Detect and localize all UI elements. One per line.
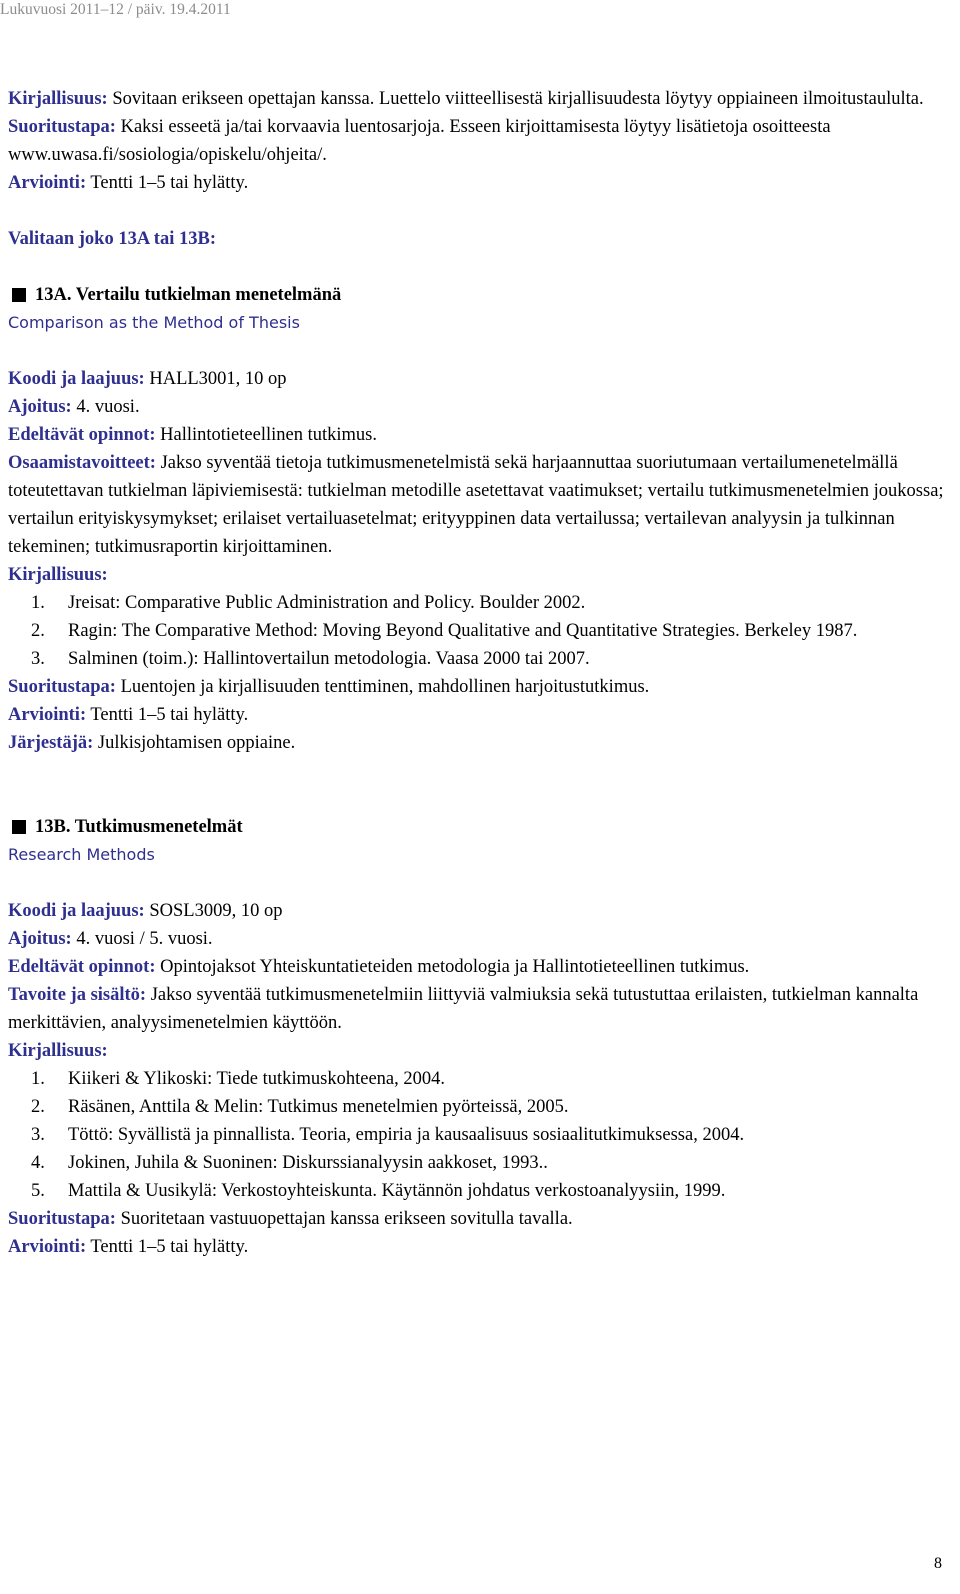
literature-list	[8, 589, 953, 673]
square-bullet-icon	[12, 820, 26, 834]
field-value: Sovitaan erikseen opettajan kanssa. Luettelo viitteellisestä kirjallisuudesta löytyy oppiaineen ilmoitustaululta.	[107, 89, 924, 109]
list-item: 1. Kiikeri & Ylikoski: Tiede tutkimuskohteena, 2004.	[31, 1069, 446, 1089]
course-heading	[8, 281, 953, 309]
square-bullet-icon	[12, 288, 26, 302]
literature-label: Kirjallisuus:	[8, 1041, 108, 1061]
running-head: Lukuvuosi 2011–12 / päiv. 19.4.2011	[0, 1, 231, 18]
list-item: 3. Töttö: Syvällistä ja pinnallista. Teoria, empiria ja kausaalisuus sosiaalitutkimuksessa, 2004.	[31, 1125, 745, 1145]
field-label: Suoritustapa:	[8, 117, 116, 137]
code-credits: Koodi ja laajuus: HALL3001, 10 op	[8, 369, 287, 389]
list-item: 4. Jokinen, Juhila & Suoninen: Diskurssianalyysin aakkoset, 1993..	[31, 1153, 548, 1173]
code-credits: Koodi ja laajuus: SOSL3009, 10 op	[8, 901, 283, 921]
completion: Suoritustapa: Suoritetaan vastuuopettajan kanssa erikseen sovitulla tavalla.	[8, 1209, 573, 1229]
literature-paragraph	[8, 85, 953, 113]
evaluation: Arviointi: Tentti 1–5 tai hylätty.	[8, 1237, 249, 1257]
course-title: 13A. Vertailu tutkielman menetelmänä	[35, 285, 342, 305]
field-value: Tentti 1–5 tai hylätty.	[86, 173, 249, 193]
field-value: Kaksi esseetä ja/tai korvaavia luentosarjoja. Esseen kirjoittamisesta löytyy lisätietoja osoitteesta www.uwasa.fi/sosiologia/opiskelu/ohjeita/.	[8, 117, 831, 165]
page-number: 8	[934, 1555, 942, 1572]
evaluation: Arviointi: Tentti 1–5 tai hylätty.	[8, 705, 249, 725]
prerequisites: Edeltävät opinnot: Hallintotieteellinen tutkimus.	[8, 425, 377, 445]
goal-content: Tavoite ja sisältö: Jakso syventää tutkimusmenetelmiin liittyviä valmiuksia sekä tutustuttaa erilaisten, tutkielman kannalta merkittävien, analyysimenetelmien käyttöön.	[8, 985, 919, 1033]
completion: Suoritustapa: Luentojen ja kirjallisuuden tenttiminen, mahdollinen harjoitustutkimus.	[8, 677, 650, 697]
timing: Ajoitus: 4. vuosi / 5. vuosi.	[8, 929, 213, 949]
prerequisites: Edeltävät opinnot: Opintojaksot Yhteiskuntatieteiden metodologia ja Hallintotieteellinen tutkimus.	[8, 957, 750, 977]
course-13a	[8, 281, 953, 757]
choice-instruction: Valitaan joko 13A tai 13B:	[8, 229, 216, 249]
timing: Ajoitus: 4. vuosi.	[8, 397, 140, 417]
literature-list	[8, 1065, 953, 1205]
course-13b	[8, 813, 953, 1261]
course-subtitle: Research Methods	[8, 845, 155, 864]
list-item: 3. Salminen (toim.): Hallintovertailun metodologia. Vaasa 2000 tai 2007.	[31, 649, 590, 669]
field-label: Arviointi:	[8, 173, 87, 193]
course-title: 13B. Tutkimusmenetelmät	[35, 817, 243, 837]
learning-outcomes: Osaamistavoitteet: Jakso syventää tietoja tutkimusmenetelmistä sekä harjaannuttaa suoriutumaan vertailumenetelmällä toteutettavan tutkielman läpiviemisestä: tutkielman metodille asetettavat vaatimukset; vertailu tutkimusmenetelmien joukossa; vertailun erityiskysymykset; erilaiset vertailuasetelmat; erityyppinen data vertailussa; vertailevan analyysin ja tulkinnan tekeminen; tutkimusraportin kirjoittaminen.	[8, 453, 944, 557]
page-content	[8, 85, 953, 1261]
list-item: 2. Ragin: The Comparative Method: Moving Beyond Qualitative and Quantitative Strategies. Berkeley 1987.	[31, 621, 858, 641]
evaluation-paragraph	[8, 169, 953, 197]
completion-paragraph	[8, 113, 953, 169]
organizer: Järjestäjä: Julkisjohtamisen oppiaine.	[8, 733, 296, 753]
field-label: Kirjallisuus:	[8, 89, 108, 109]
course-subtitle: Comparison as the Method of Thesis	[8, 313, 300, 332]
list-item: 1. Jreisat: Comparative Public Administration and Policy. Boulder 2002.	[31, 593, 586, 613]
course-heading	[8, 813, 953, 841]
literature-label: Kirjallisuus:	[8, 565, 108, 585]
list-item: 5. Mattila & Uusikylä: Verkostoyhteiskunta. Käytännön johdatus verkostoanalyysiin, 1999.	[31, 1181, 726, 1201]
list-item: 2. Räsänen, Anttila & Melin: Tutkimus menetelmien pyörteissä, 2005.	[31, 1097, 569, 1117]
